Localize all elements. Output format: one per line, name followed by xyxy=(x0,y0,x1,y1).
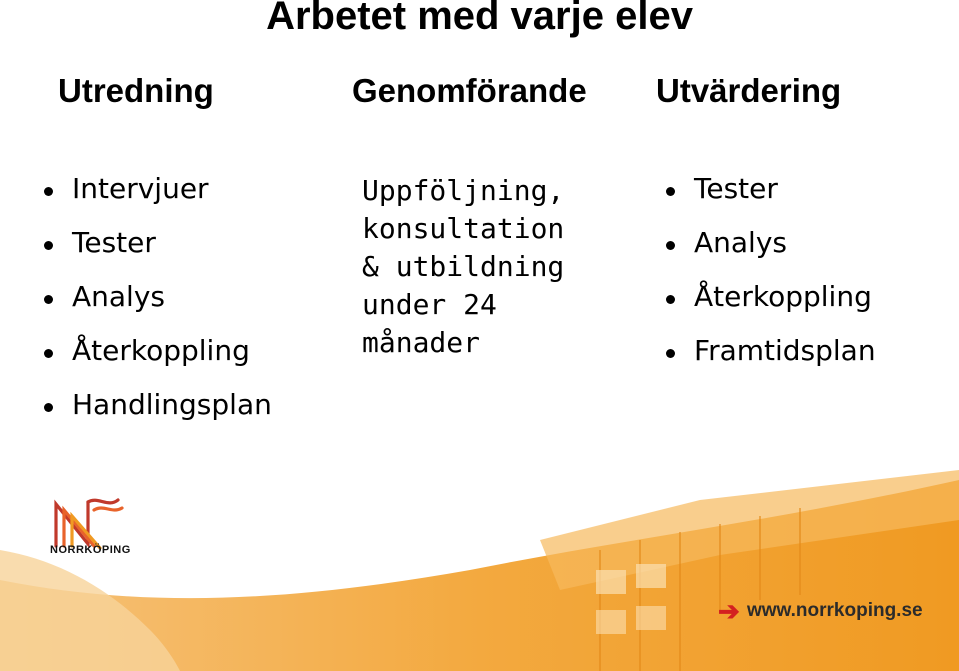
column-heading-genomforande: Genomförande xyxy=(352,72,587,109)
list-item: Tester xyxy=(666,162,876,216)
page-title: Arbetet med varje elev xyxy=(266,0,693,38)
arrow-right-icon: ➔ xyxy=(718,596,740,626)
list-item: Framtidsplan xyxy=(666,324,876,378)
utvardering-list xyxy=(666,162,876,378)
list-item: Intervjuer xyxy=(44,162,272,216)
column-heading-utredning: Utredning xyxy=(58,72,214,109)
utredning-list xyxy=(44,162,272,432)
column-heading-utvardering: Utvärdering xyxy=(656,72,842,109)
decorative-photo-banner xyxy=(0,460,959,671)
list-item: Återkoppling xyxy=(666,270,876,324)
list-item: Analys xyxy=(44,270,272,324)
list-item: Återkoppling xyxy=(44,324,272,378)
genomforande-text: Uppföljning, konsultation & utbildning under 24 månader xyxy=(362,174,565,359)
list-item: Tester xyxy=(44,216,272,270)
logo-text: NORRKÖPING xyxy=(50,544,131,556)
list-item: Analys xyxy=(666,216,876,270)
list-item: Handlingsplan xyxy=(44,378,272,432)
website-link[interactable]: www.norrkoping.se xyxy=(747,600,923,621)
